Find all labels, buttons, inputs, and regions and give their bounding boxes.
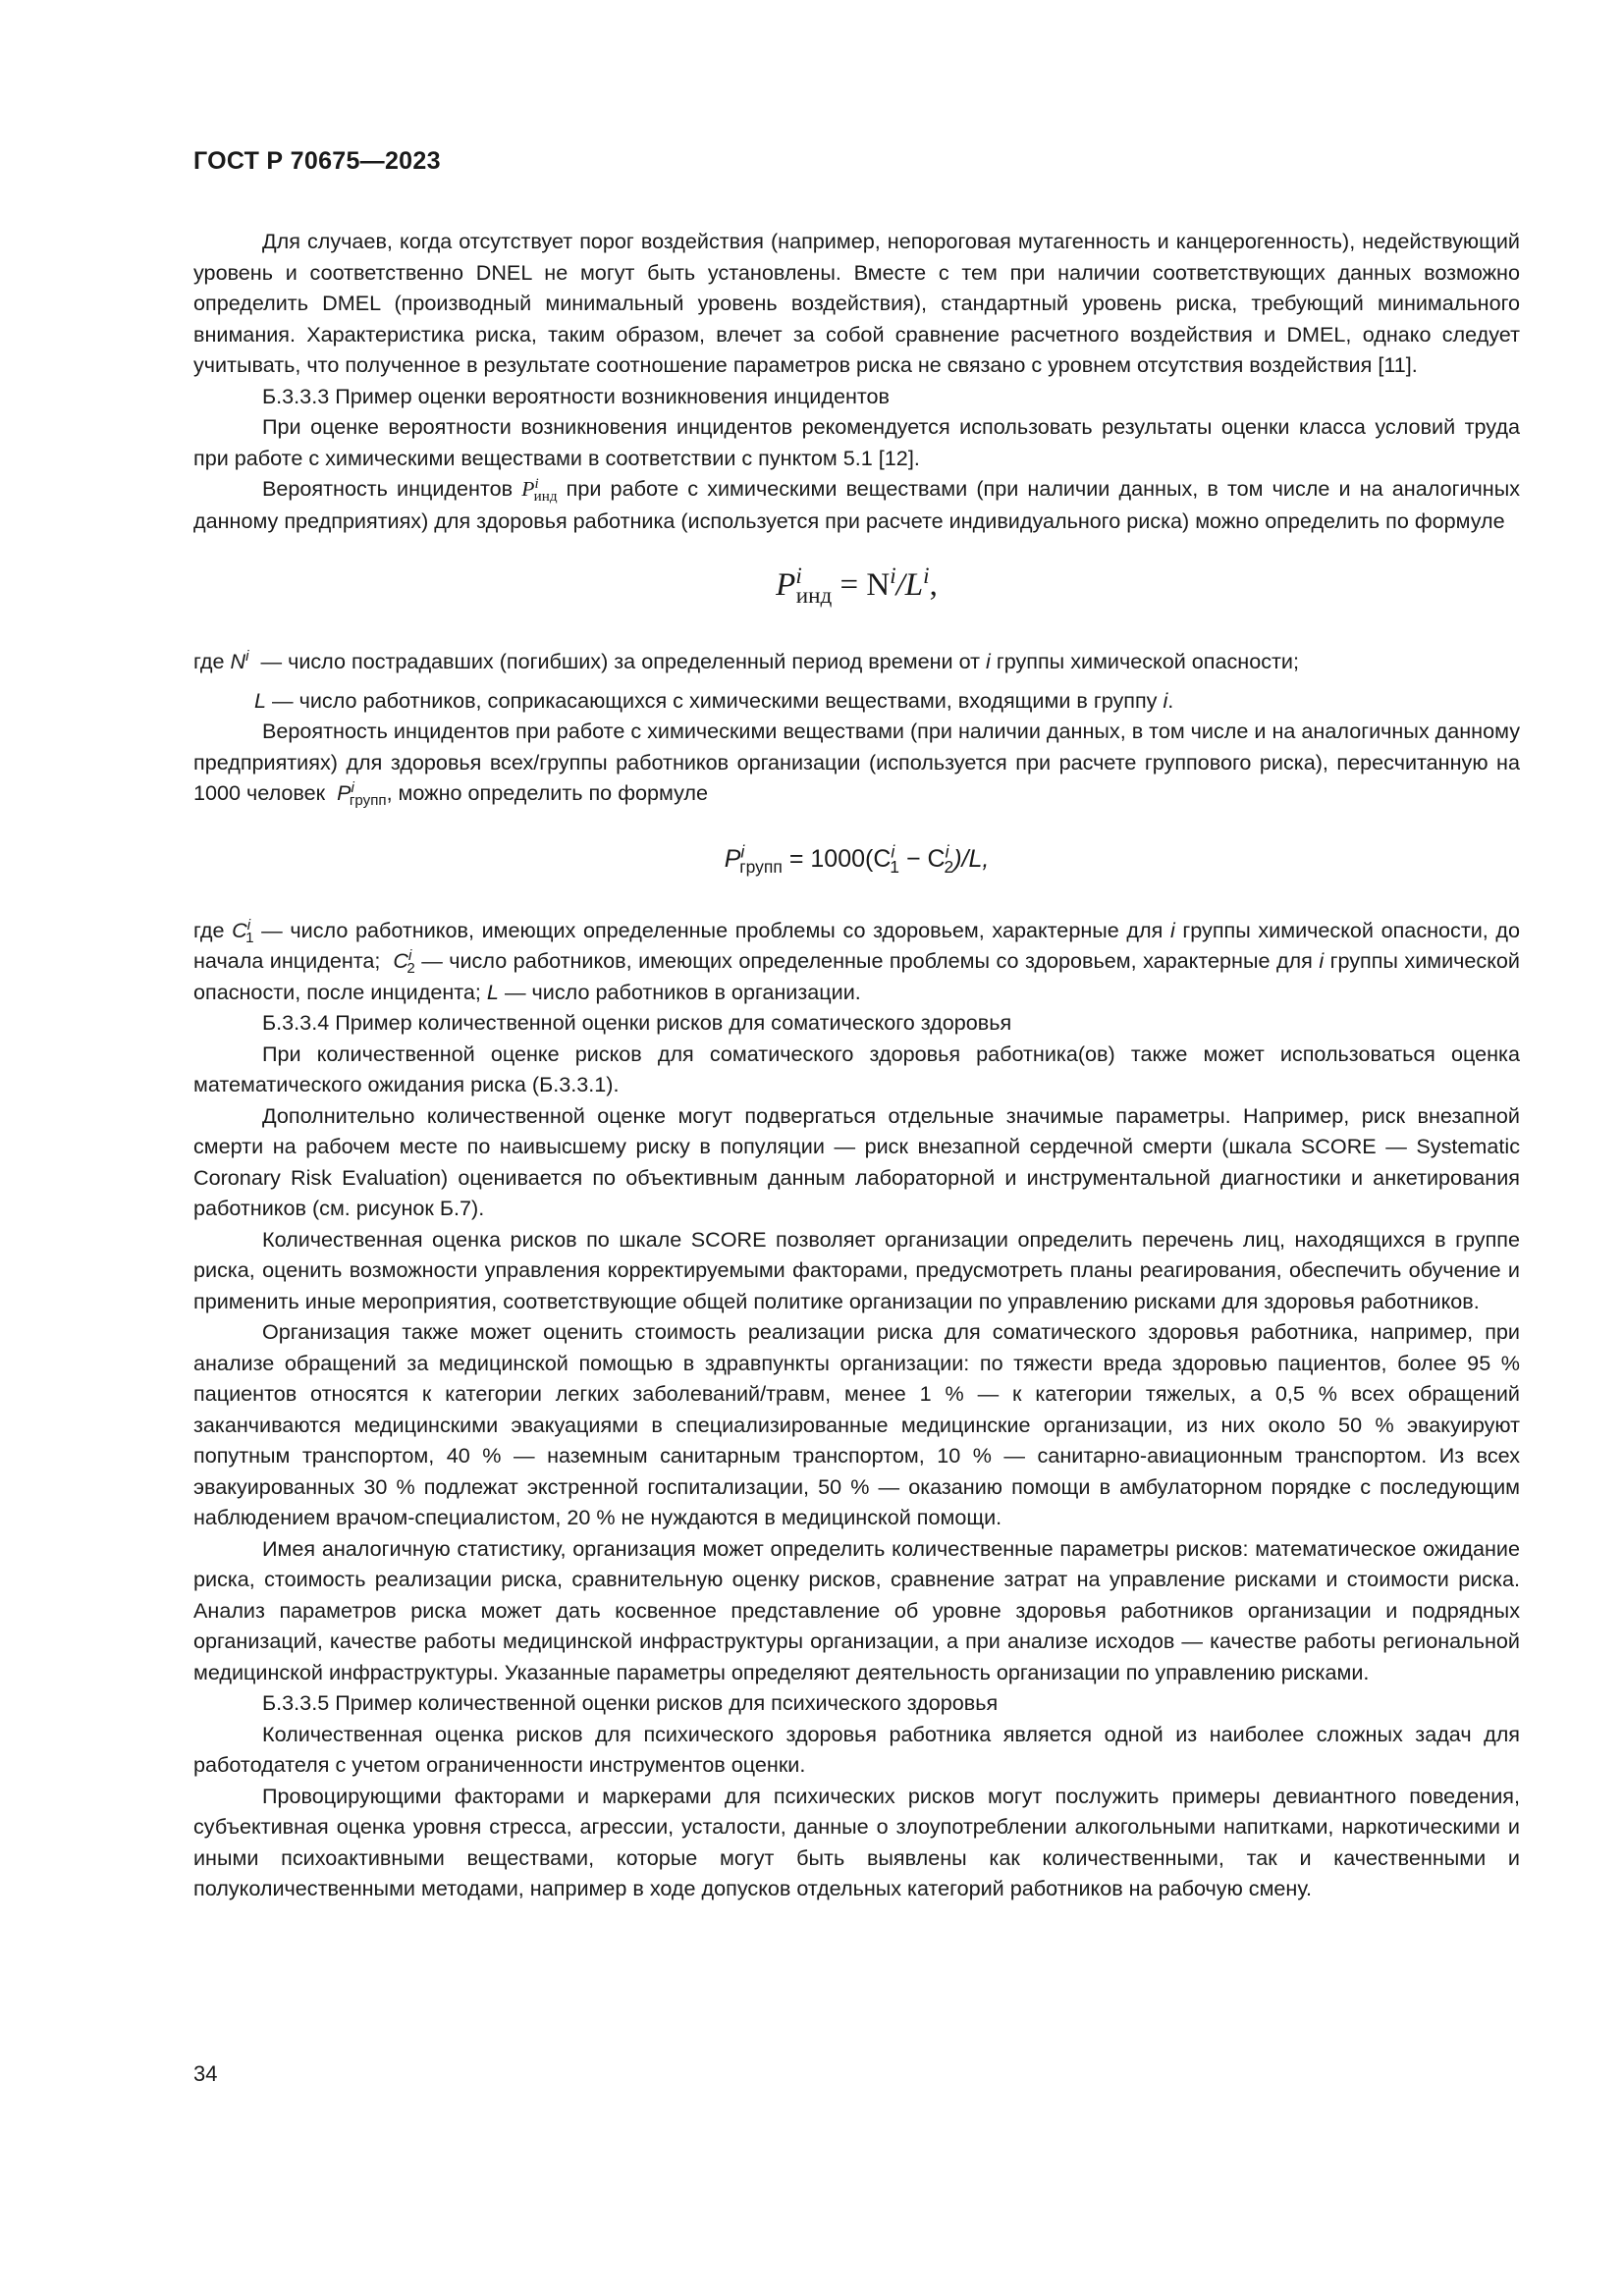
page-number: 34 xyxy=(193,2061,218,2086)
section-heading-b3-3-4: Б.3.3.4 Пример количественной оценки рисков для соматического здоровья xyxy=(262,1010,1012,1035)
formula-individual-risk: $P^i_{инд} = N^i/L^i$, xyxy=(776,562,938,608)
section-heading-b3-3-5: Б.3.3.5 Пример количественной оценки рисков для психического здоровья xyxy=(262,1690,999,1715)
paragraph-with-symbol: Вероятность инцидентов $P^i_{инд}$ при работе с химическими веществами (при наличии данных, в том числе и на аналогичных данному предприятиях) для здоровья работника (используется при расчете индивидуального риска) можно определить по формуле xyxy=(193,475,1521,533)
section-heading-b3-3-3: Б.3.3.3 Пример оценки вероятности возникновения инцидентов xyxy=(262,383,891,408)
formula-group-risk: $P^i_{групп} = 1000(C^i_1 - C^i_2)/L$, xyxy=(724,841,990,877)
document-body xyxy=(193,226,1520,1904)
paragraph: Дополнительно количественной оценке могут подвергаться отдельные значимые параметры. Например, риск внезапной смерти на рабочем месте по наивысшему риску в популяции — риск внезапной сердечной смерти (шкала SCORE — Systematic Coronary Risk Evaluation) оценивается по объективным данным лабораторной и инструментальной диагностики и анкетирования работников (см. рисунок Б.7). xyxy=(193,1102,1520,1220)
symbol-p-grupp: $P^i_{групп}$ xyxy=(337,778,387,810)
paragraph: Количественная оценка рисков по шкале SCORE позволяет организации определить перечень лиц, находящихся в группе риска, оценить возможности управления корректируемыми факторами, предусмотреть планы реагирования, обеспечить обучение и применить иные мероприятия, соответствующие общей политике организации по управлению рисками для здоровья работников. xyxy=(193,1226,1520,1313)
formula-explanation: где $C^i_1$ — число работников, имеющих определенные проблемы со здоровьем, характерные для i группы химической опасности, до начала инцидента; $C^i_2$ — число работников, имеющих определенные проблемы со здоровьем, характерные для i группы химической опасности, после инцидента; L — число работников в организации. xyxy=(193,916,1521,1004)
paragraph: Провоцирующими факторами и маркерами для психических рисков могут послужить примеры девиантного поведения, субъективная оценка уровня стресса, агрессии, усталости, данные о злоупотреблении алкогольными напитками, наркотическими и иными психоактивными веществами, которые могут быть выявлены как количественными, так и качественными и полуколичественными методами, например в ходе допусков отдельных категорий работников на рабочую смену. xyxy=(193,1783,1520,1900)
document-header: ГОСТ Р 70675—2023 xyxy=(193,147,441,175)
paragraph: При оценке вероятности возникновения инцидентов рекомендуется использовать результаты оценки класса условий труда при работе с химическими веществами в соответствии с пунктом 5.1 [12]. xyxy=(193,414,1520,470)
paragraph: При количественной оценке рисков для соматического здоровья работника(ов) также может использоваться оценка математического ожидания риска (Б.3.3.1). xyxy=(193,1041,1520,1096)
paragraph: Имея аналогичную статистику, организация может определить количественные параметры рисков: математическое ожидание риска, стоимость реализации риска, сравнительную оценку рисков, сравнение затрат на управление рисками и стоимости риска. Анализ параметров риска может дать косвенное представление об уровне здоровья работников организации и подрядных организаций, качестве работы медицинской инфраструктуры организации, а при анализе исходов — качестве работы региональной медицинской инфраструктуры. Указанные параметры определяют деятельность организации по управлению рисками. xyxy=(193,1535,1520,1684)
paragraph: Для случаев, когда отсутствует порог воздействия (например, непороговая мутагенность и канцерогенность), недействующий уровень и соответственно DNEL не могут быть установлены. Вместе с тем при наличии соответствующих данных возможно определить DMEL (производный минимальный уровень воздействия), стандартный уровень риска, требующий минимального внимания. Характеристика риска, таким образом, влечет за собой сравнение расчетного воздействия и DMEL, однако следует учитывать, что полученное в результате соотношение параметров риска не связано с уровнем отсутствия воздействия [11]. xyxy=(193,229,1520,377)
paragraph: Организация также может оценить стоимость реализации риска для соматического здоровья работника, например, при анализе обращений за медицинской помощью в здравпункты организации: по тяжести вреда здоровью пациентов, более 95 % пациентов относятся к категории легких заболеваний/травм, менее 1 % — к категории тяжелых, а 0,5 % всех обращений заканчиваются медицинскими эвакуациями в специализированные медицинские организации, из них около 50 % эвакуируют попутным транспортом, 40 % — наземным санитарным транспортом, 10 % — санитарно-авиационным транспортом. Из всех эвакуированных 30 % подлежат экстренной госпитализации, 50 % — оказанию помощи в амбулаторном порядке с последующим наблюдением врачом-специалистом, 20 % не нуждаются в медицинской помощи. xyxy=(193,1319,1520,1529)
formula-explanation: где $N^i$ — число пострадавших (погибших) за определенный период времени от i группы химической опасности; xyxy=(193,647,1299,673)
symbol-p-ind: $P^i_{инд}$ xyxy=(521,475,558,506)
paragraph: Количественная оценка рисков для психического здоровья работника является одной из наиболее сложных задач для работодателя с учетом ограниченности инструментов оценки. xyxy=(193,1721,1520,1777)
formula-explanation: L — число работников, соприкасающихся с химическими веществами, входящими в группу i. xyxy=(254,687,1174,713)
paragraph-with-symbol: Вероятность инцидентов при работе с химическими веществами (при наличии данных, в том числе и на аналогичных данному предприятиях) для здоровья всех/группы работников организации (используется при расчете группового риска), пересчитанную на 1000 человек $P^i_{групп}$, можно определить по формуле xyxy=(193,719,1520,810)
